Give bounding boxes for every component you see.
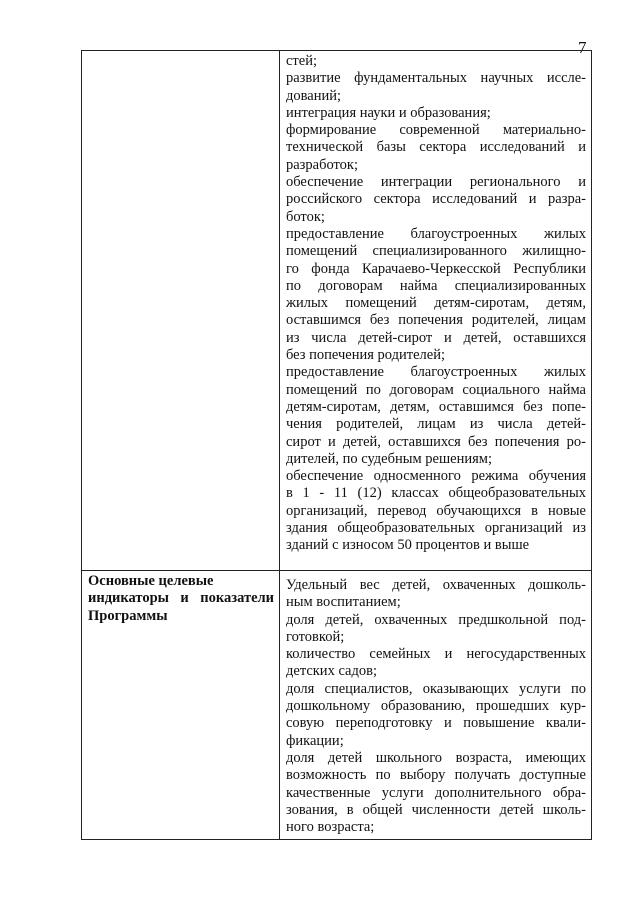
text-line: зданий с износом 50 процентов и выше [286, 537, 530, 554]
text-line: сирот и детей, оставшихся без попечения ро- [286, 433, 586, 450]
heading-line: Программы [88, 607, 168, 624]
text-line: го фонда Карачаево-Черкесской Республики [286, 260, 586, 277]
text-line: дошкольному образованию, прошедших кур- [286, 698, 586, 715]
text-line: доля детей, охваченных предшкольной под- [286, 611, 586, 628]
text-line: боток; [286, 208, 325, 225]
text-line: без попечения родителей; [286, 347, 445, 364]
text-line: готовкой; [286, 628, 345, 645]
text-line: фикации; [286, 732, 344, 749]
text-line: по договорам найма специализированных [286, 277, 586, 294]
text-line: детям-сиротам, детям, оставшимся без попе- [286, 398, 586, 415]
text-line: зования, в общей численности детей школь- [286, 801, 586, 818]
text-line: развитие фундаментальных научных иссле- [286, 70, 586, 87]
text-line: качественные услуги дополнительного обра- [286, 784, 586, 801]
text-line: здания общеобразовательных организаций из [286, 520, 586, 537]
text-line: количество семейных и негосударственных [286, 646, 586, 663]
text-line: обеспечение интеграции регионального и [286, 174, 586, 191]
text-line: дований; [286, 87, 342, 104]
text-line: детских садов; [286, 663, 377, 680]
text-line: совую переподготовку и повышение квали- [286, 715, 586, 732]
text-line: предоставление благоустроенных жилых [286, 225, 586, 242]
text-line: технической базы сектора исследований и [286, 139, 586, 156]
text-line: стей; [286, 53, 317, 69]
text-line: формирование современной материально- [286, 122, 586, 139]
text-line: помещений специализированного жилищно- [286, 243, 586, 260]
heading-line: индикаторы и показатели [88, 590, 274, 607]
text-line: возможность по выбору получать доступные [286, 767, 586, 784]
goals-list-cell [280, 51, 592, 571]
page-number: 7 [578, 38, 587, 57]
text-line: из числа детей-сирот и детей, оставшихся [286, 329, 586, 346]
text-line: в 1 - 11 (12) классах общеобразовательных [286, 485, 586, 502]
table-row [82, 51, 592, 571]
text-line: интеграция науки и образования; [286, 104, 491, 121]
text-line: обеспечение односменного режима обучения [286, 468, 586, 485]
table-cell-empty-left [82, 51, 280, 571]
heading-line: Основные целевые [88, 573, 214, 589]
indicators-heading-cell [82, 571, 280, 840]
text-line: предоставление благоустроенных жилых [286, 364, 586, 381]
indicators-heading [82, 573, 279, 625]
text-line: ного возраста; [286, 819, 375, 836]
text-line: жилых помещений детям-сиротам, детям, [286, 295, 586, 312]
text-line: оставшимся без попечения родителей, лицам [286, 312, 586, 329]
text-line: дителей, по судебным решениям; [286, 450, 492, 467]
indicators-list-cell [280, 571, 592, 840]
text-line: помещений по договорам социального найма [286, 381, 586, 398]
text-line: российского сектора исследований и разра- [286, 191, 586, 208]
text-line: доля специалистов, оказывающих услуги по [286, 680, 586, 697]
table-row [82, 571, 592, 840]
text-line: разработок; [286, 156, 359, 173]
text-line: организаций, перевод обучающихся в новые [286, 502, 586, 519]
program-table [81, 50, 592, 840]
text-line: Удельный вес детей, охваченных дошколь- [286, 577, 586, 593]
text-line: ным воспитанием; [286, 594, 401, 611]
text-line: чения родителей, лицам из числа детей- [286, 416, 586, 433]
text-line: доля детей школьного возраста, имеющих [286, 749, 586, 766]
